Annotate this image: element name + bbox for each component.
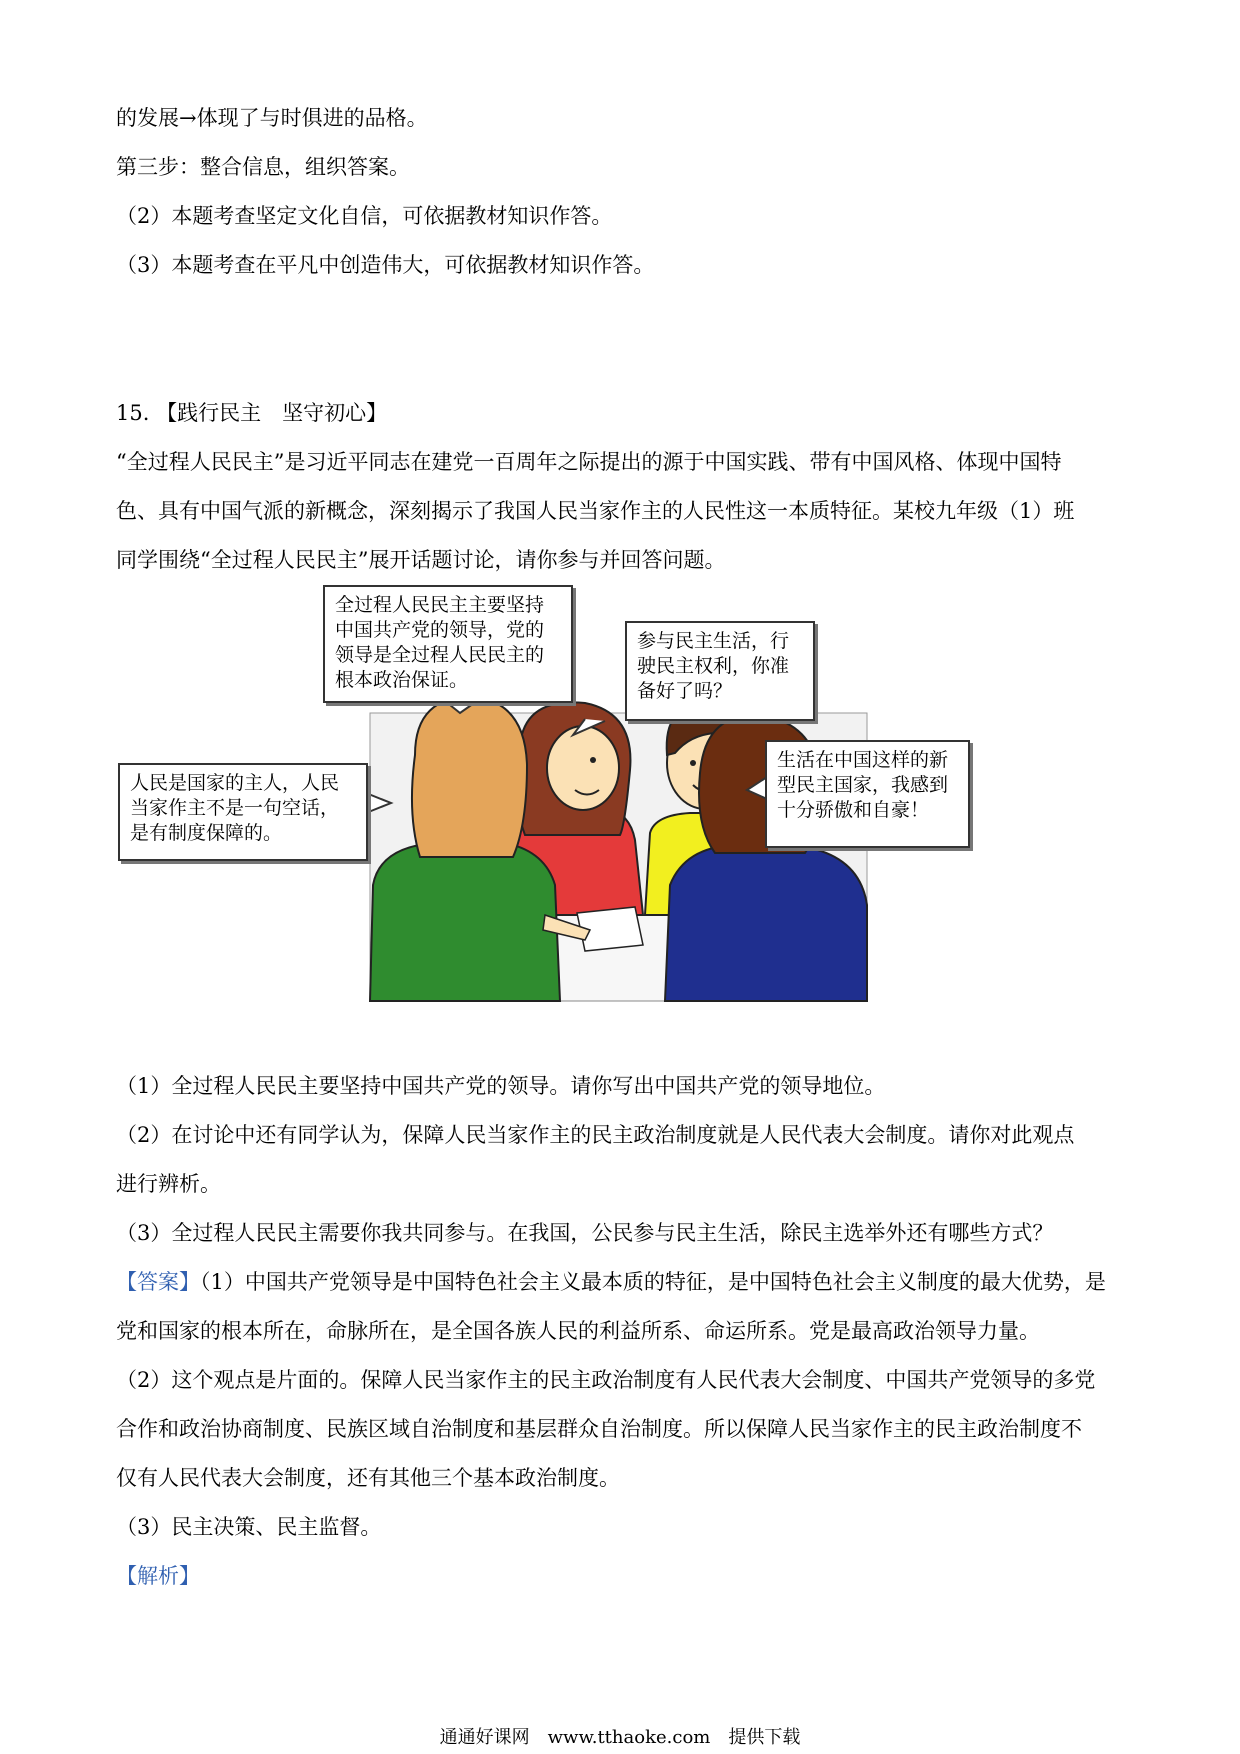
speech-bubble	[323, 585, 573, 703]
discussion-illustration	[115, 585, 975, 1005]
text-line: （2）本题考查坚定文化自信，可依据教材知识作答。	[116, 204, 613, 228]
bubble-text: 驶民主权利，你准	[637, 655, 790, 677]
text-line: （3）本题考查在平凡中创造伟大，可依据教材知识作答。	[116, 253, 655, 277]
answer-line: （2）这个观点是片面的。保障人民当家作主的民主政治制度有人民代表大会制度、中国共产党领导的多党	[116, 1368, 1096, 1392]
bubble-text: 型民主国家，我感到	[777, 774, 949, 796]
person-blue-body	[665, 845, 867, 1001]
bubble-text: 根本政治保证。	[335, 669, 469, 691]
person-red-face	[547, 726, 619, 810]
answer-line	[116, 1267, 1106, 1297]
page-footer: 通通好课网 www.tthaoke.com 提供下载	[439, 1727, 801, 1748]
subquestion: 进行辨析。	[116, 1172, 221, 1196]
answer-line: 党和国家的根本所在，命脉所在，是全国各族人民的利益所系、命运所系。党是最高政治领导力量。	[116, 1319, 1040, 1343]
bubble-text: 是有制度保障的。	[130, 822, 283, 844]
answer-line: 合作和政治协商制度、民族区域自治制度和基层群众自治制度。所以保障人民当家作主的民主政治制度不	[116, 1417, 1082, 1441]
speech-bubble	[118, 763, 368, 861]
bubble-text: 领导是全过程人民民主的	[335, 644, 545, 666]
answer-line: 仅有人民代表大会制度，还有其他三个基本政治制度。	[116, 1466, 620, 1490]
subquestion: （1）全过程人民民主要坚持中国共产党的领导。请你写出中国共产党的领导地位。	[116, 1074, 886, 1098]
answer-text: （1）中国共产党领导是中国特色社会主义最本质的特征，是中国特色社会主义制度的最大优势，是	[200, 1270, 1106, 1294]
analysis-label: 【解析】	[116, 1564, 200, 1588]
bubble-text: 备好了吗？	[637, 680, 733, 702]
speech-bubble	[625, 621, 815, 721]
bubble-text: 人民是国家的主人，人民	[130, 772, 340, 794]
subquestion: （2）在讨论中还有同学认为，保障人民当家作主的民主政治制度就是人民代表大会制度。请你对此观点	[116, 1123, 1075, 1147]
question-heading: 15. 【践行民主 坚守初心】	[116, 401, 388, 425]
answer-line: （3）民主决策、民主监督。	[116, 1515, 382, 1539]
answer-label: 【答案】	[116, 1270, 200, 1294]
bubble-text: 全过程人民民主主要坚持	[335, 594, 545, 616]
question-intro: 色、具有中国气派的新概念，深刻揭示了我国人民当家作主的人民性这一本质特征。某校九年级（1）班	[116, 499, 1075, 523]
text-line: 第三步：整合信息，组织答案。	[116, 155, 410, 179]
person-green-hair	[412, 697, 527, 857]
bubble-text: 生活在中国这样的新	[777, 749, 949, 771]
bubble-text: 十分骄傲和自豪！	[777, 799, 930, 821]
text-line: 的发展→体现了与时俱进的品格。	[116, 106, 428, 130]
question-intro: “全过程人民民主”是习近平同志在建党一百周年之际提出的源于中国实践、带有中国风格、体现中国特	[116, 450, 1062, 474]
bubble-text: 中国共产党的领导，党的	[335, 619, 545, 641]
subquestion: （3）全过程人民民主需要你我共同参与。在我国，公民参与民主生活，除民主选举外还有哪些方式？	[116, 1221, 1054, 1245]
question-intro: 同学围绕“全过程人民民主”展开话题讨论，请你参与并回答问题。	[116, 548, 726, 572]
person-green-body	[370, 843, 560, 1001]
bubble-text: 当家作主不是一句空话，	[130, 797, 340, 819]
speech-bubble	[765, 740, 970, 848]
bubble-text: 参与民主生活，行	[637, 630, 790, 652]
